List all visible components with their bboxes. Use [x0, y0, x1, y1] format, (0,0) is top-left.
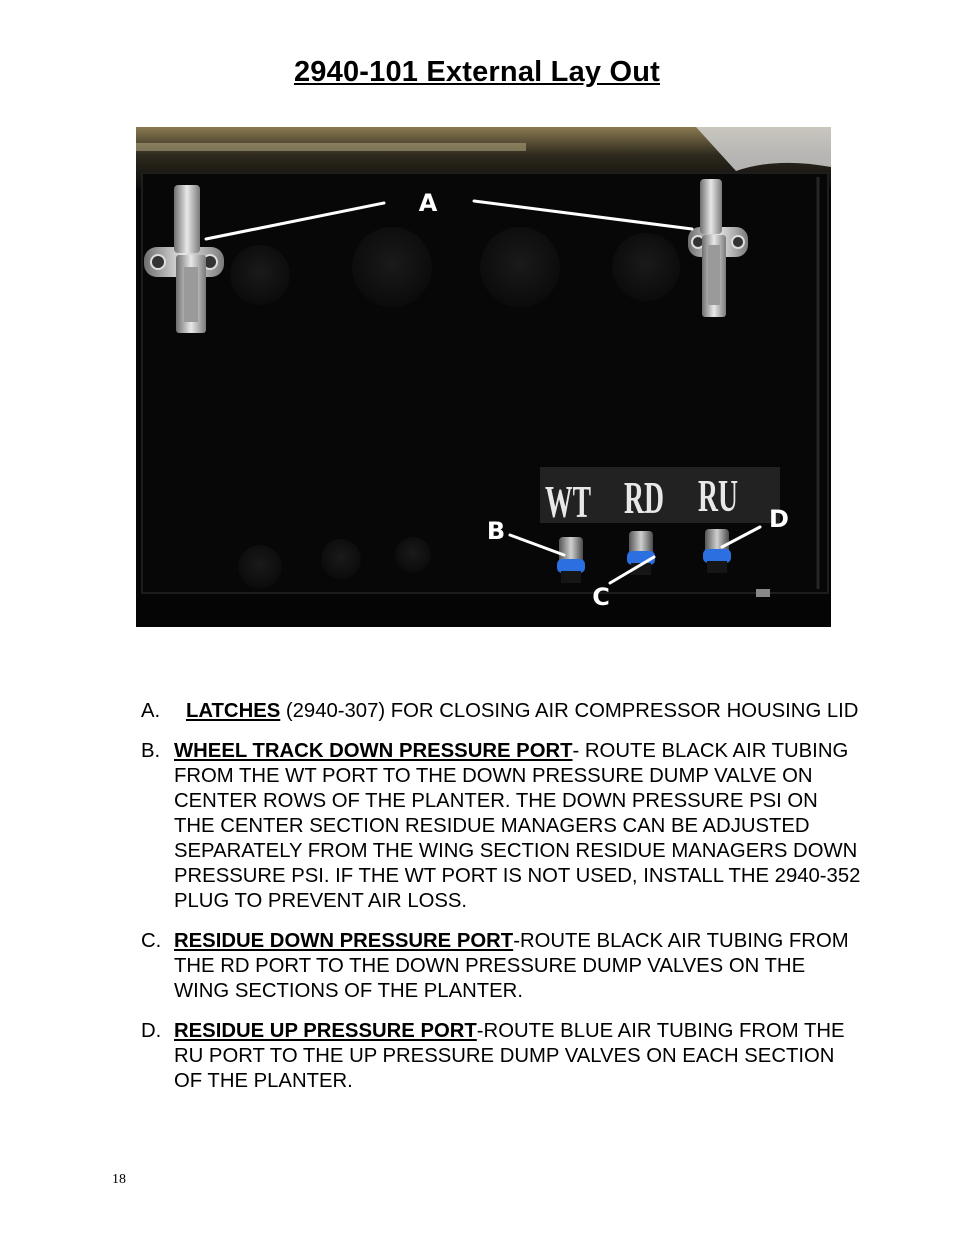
list-marker: B. — [141, 740, 161, 762]
term-latches: LATCHES — [186, 700, 281, 722]
item-text: (2940-307) FOR CLOSING AIR COMPRESSOR HOUSING LID — [280, 700, 859, 722]
list-marker: A. — [141, 700, 161, 722]
list-item-residue-up-port — [141, 1019, 861, 1094]
list-item-residue-down-port — [141, 929, 861, 1004]
rd-port-fitting — [627, 531, 655, 575]
list-item-wheel-track-port — [141, 739, 861, 914]
term-residue-down-port: RESIDUE DOWN PRESSURE PORT — [174, 930, 514, 952]
list-item-latches — [141, 699, 861, 724]
ru-port-fitting — [703, 529, 731, 573]
callout-a: A — [418, 189, 438, 217]
item-text: -ROUTE BLACK AIR TUBING FROM THE RD PORT TO THE DOWN PRESSURE DUMP VALVES ON THE WING SECTIONS OF THE PLANTER. — [174, 930, 849, 1002]
item-text: -ROUTE BLUE AIR TUBING FROM THE RU PORT TO THE UP PRESSURE DUMP VALVES ON EACH SECTION OF THE PLANTER. — [174, 1020, 845, 1092]
callout-c: C — [592, 583, 610, 611]
lid-hinge — [136, 143, 526, 151]
port-description-list — [141, 699, 861, 1109]
page-title: 2940-101 External Lay Out — [293, 56, 661, 88]
housing-photo — [136, 127, 831, 627]
wt-port-fitting — [557, 537, 585, 583]
page-number: 18 — [112, 1172, 126, 1187]
housing-photo-illustration — [136, 127, 831, 627]
port-label-ru: RU — [698, 470, 738, 521]
port-label-rd: RD — [624, 472, 664, 523]
list-marker: C. — [141, 930, 162, 952]
item-text: - ROUTE BLACK AIR TUBING FROM THE WT PORT TO THE DOWN PRESSURE DUMP VALVE ON CENTER ROWS OF THE PLANTER. THE DOWN PRESSURE PSI ON THE CENTER SECTION RESIDUE MANAGERS CAN BE ADJUSTED SEPARATELY FROM THE WING SECTION RESIDUE MANAGERS DOWN PRESSURE PSI. IF THE WT PORT IS NOT USED, INSTALL THE 2940-352 PLUG TO PREVENT AIR LOSS. — [174, 740, 861, 912]
callout-d: D — [769, 505, 789, 533]
term-residue-up-port: RESIDUE UP PRESSURE PORT — [174, 1020, 477, 1042]
list-marker: D. — [141, 1020, 162, 1042]
term-wheel-track-port: WHEEL TRACK DOWN PRESSURE PORT — [174, 740, 573, 762]
port-label-wt: WT — [545, 476, 591, 527]
callout-b: B — [486, 517, 506, 545]
